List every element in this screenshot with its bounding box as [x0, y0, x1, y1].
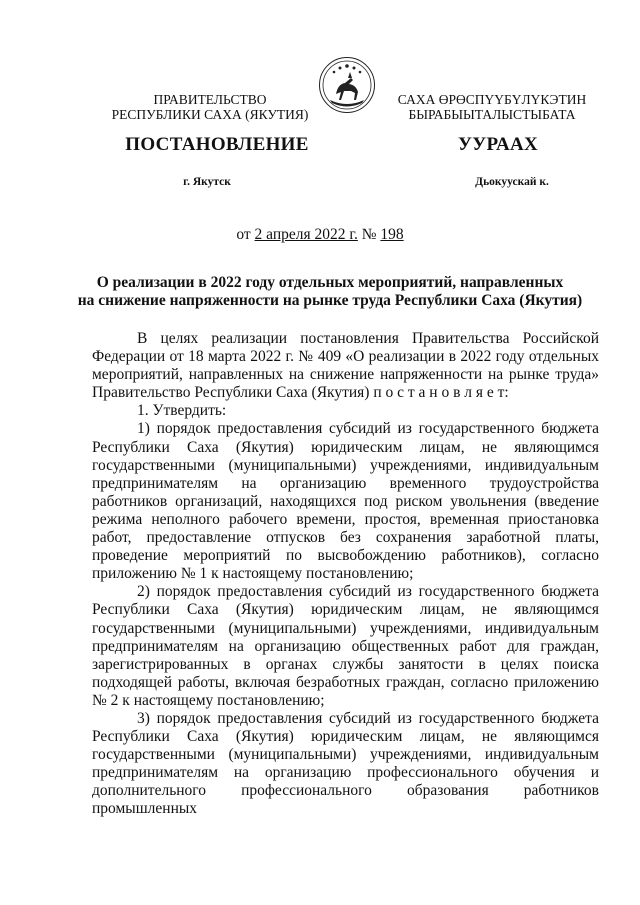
item-1: 1. Утвердить: — [137, 402, 227, 420]
decree-date: 2 апреля 2022 г. — [254, 226, 358, 243]
decree-number-sign: № — [361, 226, 377, 243]
coat-of-arms-emblem — [318, 56, 376, 114]
subject-line-2: на снижение напряженности на рынке труда Республики Саха (Якутия) — [77, 292, 583, 309]
government-line-2-sakha: БЫРАБЫЫТАЛЫСТЫБАТА — [408, 107, 576, 122]
decree-number: 198 — [380, 226, 404, 243]
decree-prefix: от — [236, 226, 251, 243]
government-line-1-sakha: САХА ӨРӨСПҮҮБҮЛҮКЭТИН — [397, 92, 587, 107]
subitem-3: 3) порядок предоставления субсидий из государственного бюджета Республики Саха (Якутия) юридическим лицам, не являющимся государственными (муниципальными) учреждениями, индивидуальным предпринимателям на организацию профессионального обучения и дополнительного профессионального образования работников промышленных — [92, 709, 599, 818]
government-line-1: ПРАВИТЕЛЬСТВО — [153, 92, 267, 107]
government-name-sakha — [377, 92, 607, 122]
government-line-2: РЕСПУБЛИКИ САХА (ЯКУТИЯ) — [111, 107, 309, 122]
subitem-1: 1) порядок предоставления субсидий из государственного бюджета Республики Саха (Якутия) юридическим лицам, не являющимся государственными (муниципальными) учреждениями, индивидуальным предпринимателям на организацию временного трудоустройства работников организаций, находящихся под риском увольнения (введение режима неполного рабочего времени, простоя, временная приостановка работ, предоставление отпусков без сохранения заработной платы, проведение мероприятий по высвобождению работников), согласно приложению № 1 к настоящему постановлению; — [92, 420, 599, 583]
subject-line-1: О реализации в 2022 году отдельных мероприятий, направленных — [96, 274, 564, 291]
decree-subject — [60, 274, 600, 310]
decree-body — [92, 330, 599, 819]
city-sakha: Дьокуускай к. — [475, 176, 549, 188]
document-type-sakha: УУРААХ — [457, 134, 539, 155]
document-type-russian: ПОСТАНОВЛЕНИЕ — [125, 134, 309, 155]
subitem-2: 2) порядок предоставления субсидий из государственного бюджета Республики Саха (Якутия) юридическим лицам, не являющимся государственными (муниципальными) учреждениями, индивидуальным предпринимателям на организацию общественных работ для граждан, зарегистрированных в органах службы занятости в целях поиска подходящей работы, включая безработных граждан, согласно приложению № 2 к настоящему постановлению; — [92, 583, 599, 709]
government-name-russian — [95, 92, 325, 122]
decree-date-number — [0, 226, 640, 244]
city-russian: г. Якутск — [183, 176, 231, 188]
intro-paragraph: В целях реализации постановления Правительства Российской Федерации от 18 марта 2022 г. № 409 «О реализации в 2022 году отдельных мероприятий, направленных на снижение напряженности на рынке труда» Правительство Республики Саха (Якутия) п о с т а н о в л я е т: — [92, 330, 599, 402]
